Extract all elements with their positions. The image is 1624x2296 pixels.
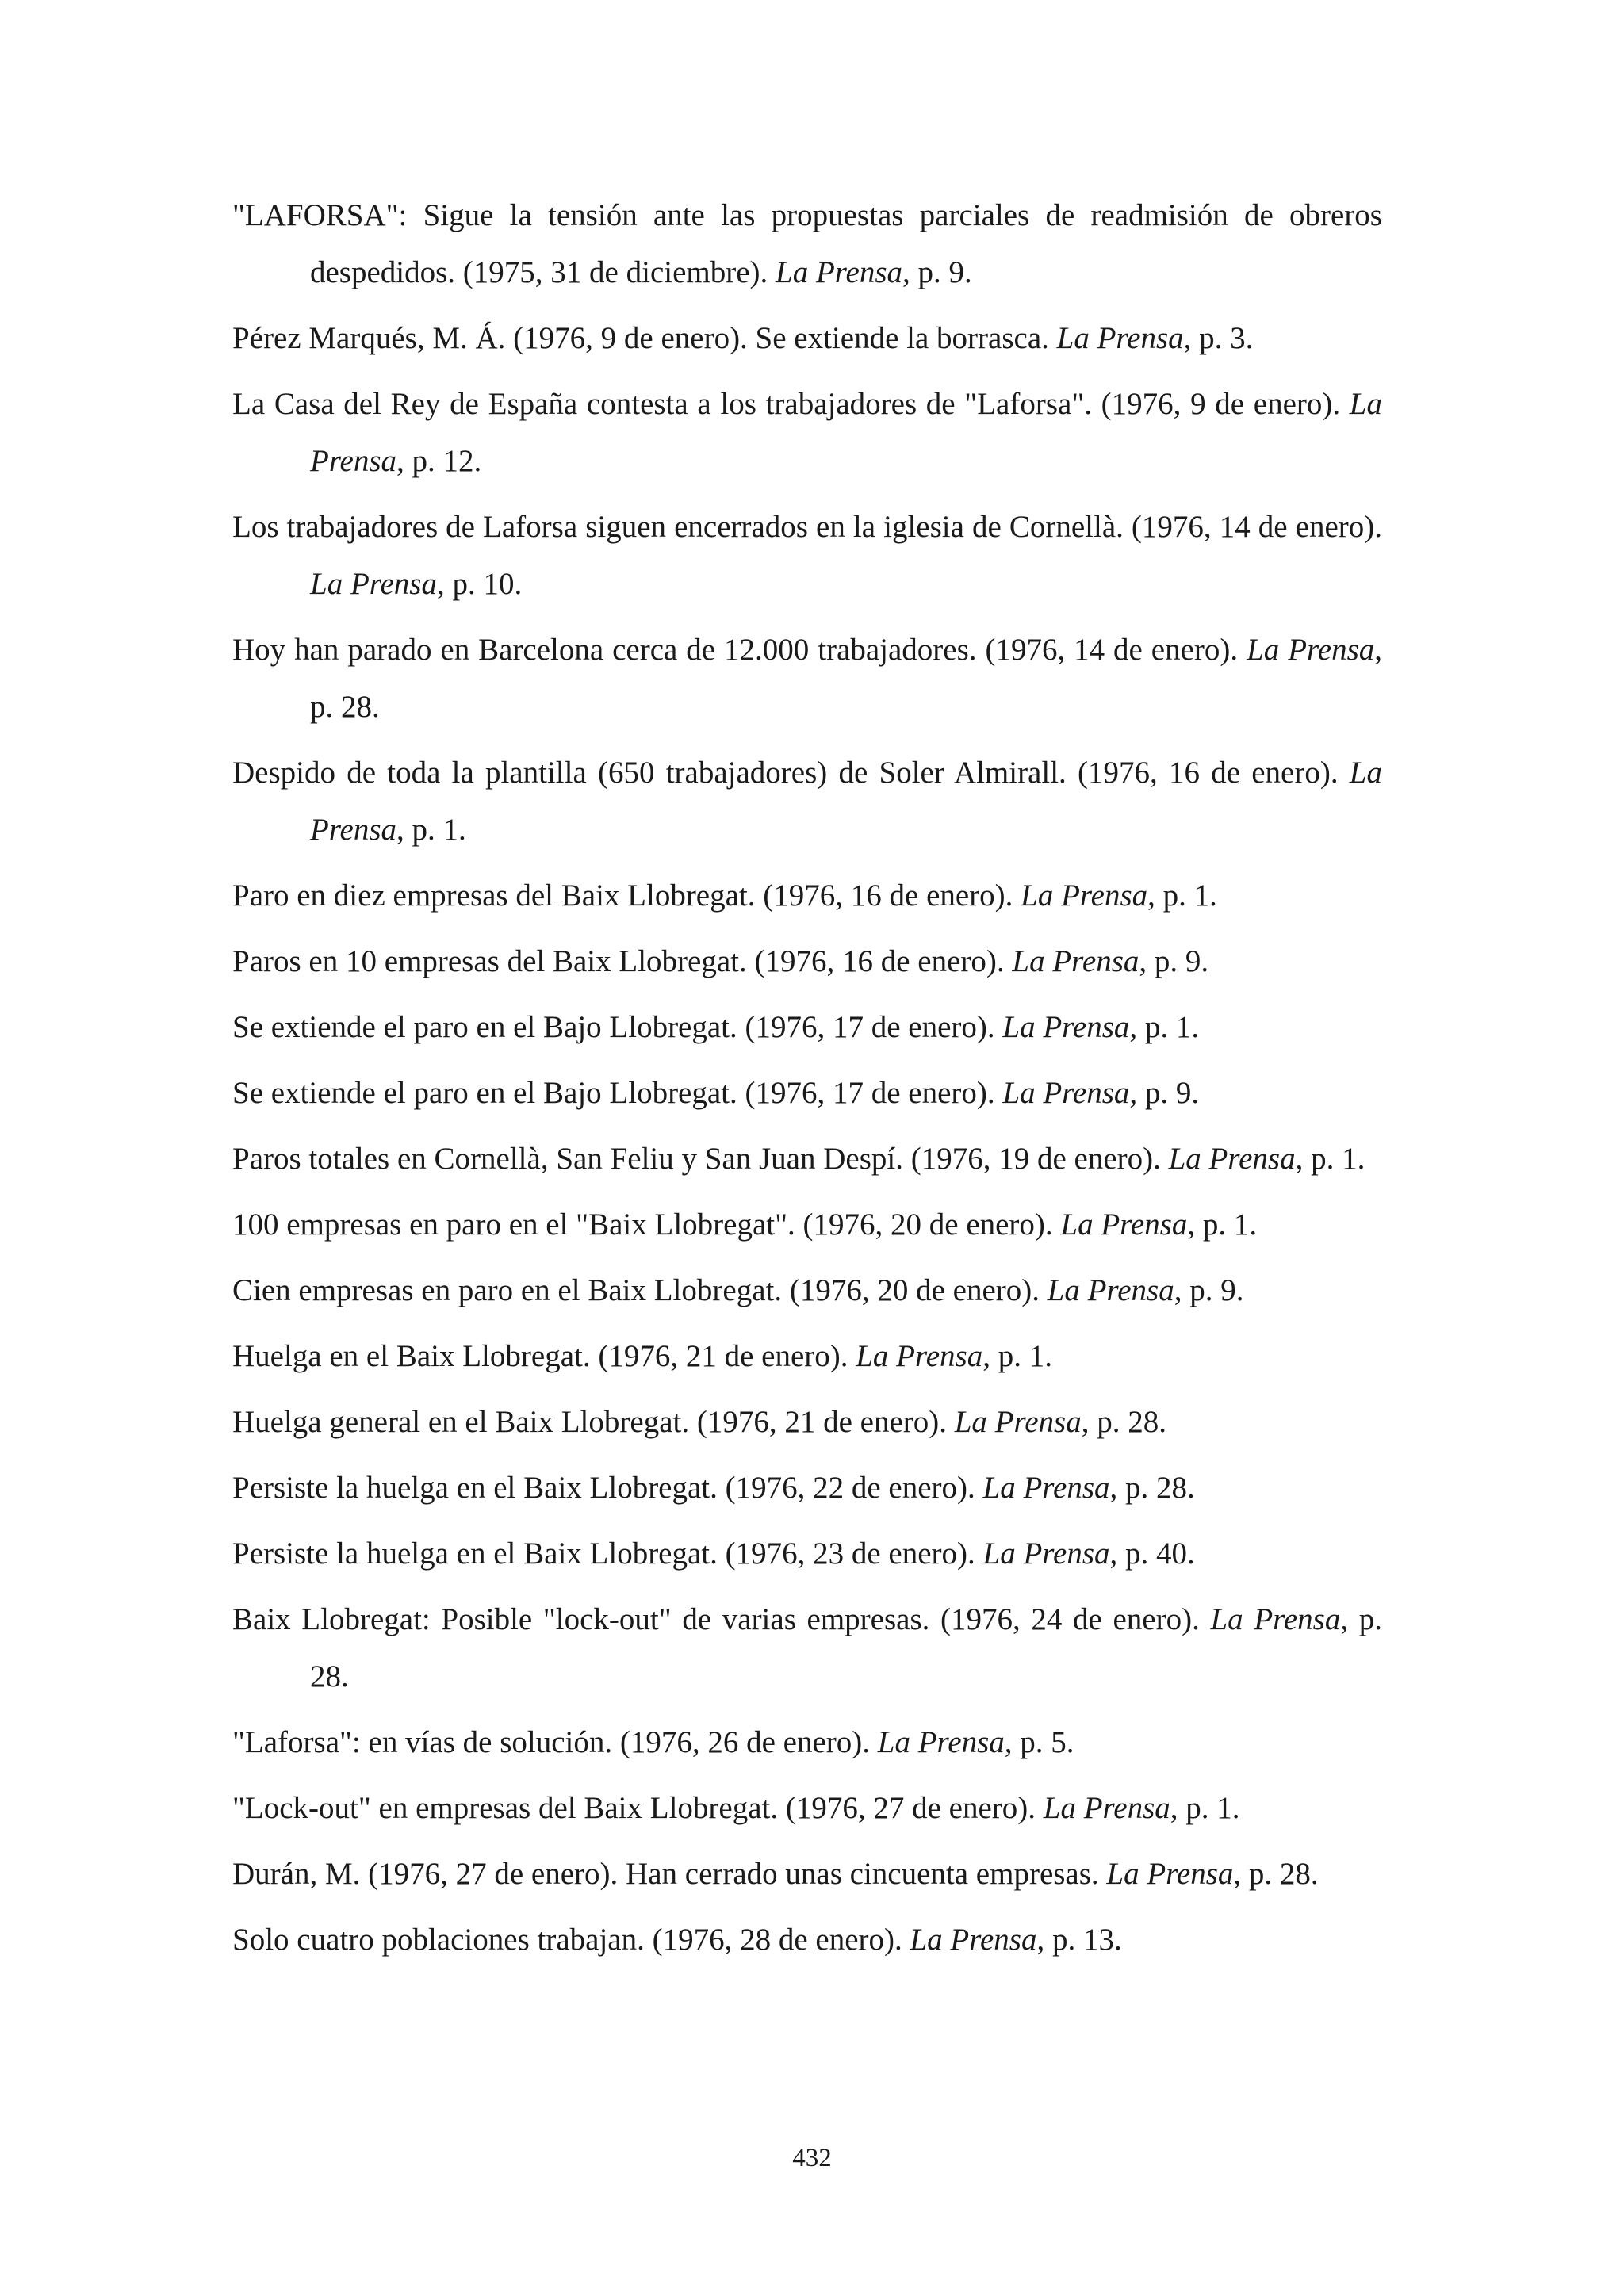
reference-page: , p. 1. bbox=[1147, 878, 1217, 913]
reference-page: , p. 28. bbox=[1109, 1471, 1195, 1505]
reference-page: , p. 9. bbox=[1139, 944, 1209, 978]
reference-source: La Prensa bbox=[1012, 944, 1139, 978]
reference-page: , p. 28. bbox=[1233, 1857, 1319, 1891]
reference-source: La Prensa bbox=[1021, 878, 1148, 913]
reference-source: La Prensa bbox=[1002, 1010, 1130, 1044]
reference-page: , p. 1. bbox=[1187, 1207, 1258, 1242]
reference-text: Durán, M. (1976, 27 de enero). Han cerrado unas cincuenta empresas. bbox=[232, 1857, 1107, 1891]
reference-source: La Prensa bbox=[982, 1471, 1110, 1505]
reference-source: La Prensa bbox=[1056, 321, 1184, 355]
reference-text: Huelga en el Baix Llobregat. (1976, 21 de enero). bbox=[232, 1339, 856, 1373]
reference-page: , p. 10. bbox=[436, 567, 523, 601]
reference-source: La Prensa bbox=[310, 387, 1382, 478]
reference-page: , p. 9. bbox=[902, 255, 972, 289]
reference-list bbox=[232, 187, 1382, 1977]
reference-entry bbox=[232, 1328, 1382, 1385]
reference-entry bbox=[232, 867, 1382, 924]
reference-text: Paros totales en Cornellà, San Feliu y San Juan Despí. (1976, 19 de enero). bbox=[232, 1142, 1169, 1176]
reference-text: Solo cuatro poblaciones trabajan. (1976, 28 de enero). bbox=[232, 1923, 910, 1957]
reference-source: La Prensa bbox=[1247, 633, 1375, 667]
reference-text: "LAFORSA": Sigue la tensión ante las propuestas parciales de readmisión de obreros despedidos. (1975, 31 de diciembre). bbox=[232, 198, 1382, 289]
reference-text: "Lock-out" en empresas del Baix Llobregat. (1976, 27 de enero). bbox=[232, 1791, 1044, 1825]
reference-source: La Prensa bbox=[954, 1405, 1082, 1439]
reference-text: Se extiende el paro en el Bajo Llobregat. (1976, 17 de enero). bbox=[232, 1010, 1003, 1044]
reference-text: Se extiende el paro en el Bajo Llobregat. (1976, 17 de enero). bbox=[232, 1076, 1003, 1110]
reference-text: Paros en 10 empresas del Baix Llobregat. (1976, 16 de enero). bbox=[232, 944, 1013, 978]
reference-entry bbox=[232, 1262, 1382, 1319]
reference-text: 100 empresas en paro en el "Baix Llobregat". (1976, 20 de enero). bbox=[232, 1207, 1061, 1242]
reference-page: , p. 9. bbox=[1174, 1273, 1244, 1307]
reference-page: , p. 28. bbox=[310, 633, 1382, 724]
reference-source: La Prensa bbox=[776, 255, 903, 289]
reference-entry bbox=[232, 187, 1382, 301]
reference-source: La Prensa bbox=[1210, 1602, 1341, 1636]
reference-page: , p. 13. bbox=[1036, 1923, 1122, 1957]
reference-text: Despido de toda la plantilla (650 trabajadores) de Soler Almirall. (1976, 16 de enero). bbox=[232, 756, 1350, 790]
reference-entry bbox=[232, 744, 1382, 859]
reference-text: "Laforsa": en vías de solución. (1976, 26 de enero). bbox=[232, 1725, 878, 1759]
reference-entry bbox=[232, 376, 1382, 490]
reference-source: La Prensa bbox=[1002, 1076, 1130, 1110]
reference-page: , p. 12. bbox=[396, 444, 482, 478]
reference-page: , p. 1. bbox=[1295, 1142, 1365, 1176]
reference-text: Paro en diez empresas del Baix Llobregat. (1976, 16 de enero). bbox=[232, 878, 1021, 913]
reference-text: La Casa del Rey de España contesta a los trabajadores de "Laforsa". (1976, 9 de enero). bbox=[232, 387, 1350, 421]
reference-entry bbox=[232, 1131, 1382, 1188]
reference-text: Baix Llobregat: Posible "lock-out" de varias empresas. (1976, 24 de enero). bbox=[232, 1602, 1211, 1636]
reference-page: , p. 1. bbox=[396, 813, 466, 847]
reference-source: La Prensa bbox=[856, 1339, 983, 1373]
reference-entry bbox=[232, 499, 1382, 613]
reference-text: Persiste la huelga en el Baix Llobregat. (1976, 23 de enero). bbox=[232, 1536, 983, 1571]
reference-source: La Prensa bbox=[910, 1923, 1037, 1957]
reference-entry bbox=[232, 1714, 1382, 1771]
reference-source: La Prensa bbox=[310, 756, 1382, 847]
reference-entry bbox=[232, 1591, 1382, 1705]
reference-text: Huelga general en el Baix Llobregat. (1976, 21 de enero). bbox=[232, 1405, 955, 1439]
reference-entry bbox=[232, 1846, 1382, 1903]
reference-entry bbox=[232, 1911, 1382, 1969]
reference-text: Pérez Marqués, M. Á. (1976, 9 de enero). Se extiende la borrasca. bbox=[232, 321, 1057, 355]
reference-source: La Prensa bbox=[1043, 1791, 1170, 1825]
reference-source: La Prensa bbox=[1168, 1142, 1296, 1176]
reference-page: , p. 40. bbox=[1109, 1536, 1195, 1571]
reference-source: La Prensa bbox=[1047, 1273, 1174, 1307]
reference-entry bbox=[232, 999, 1382, 1056]
page-number: 432 bbox=[792, 2144, 832, 2172]
reference-text: Cien empresas en paro en el Baix Llobregat. (1976, 20 de enero). bbox=[232, 1273, 1048, 1307]
reference-page: , p. 3. bbox=[1183, 321, 1254, 355]
reference-page: , p. 28. bbox=[310, 1602, 1382, 1693]
reference-entry bbox=[232, 933, 1382, 990]
reference-entry bbox=[232, 1196, 1382, 1253]
reference-page: , p. 28. bbox=[1081, 1405, 1166, 1439]
reference-entry bbox=[232, 310, 1382, 367]
reference-entry bbox=[232, 1525, 1382, 1582]
reference-entry bbox=[232, 1065, 1382, 1122]
reference-page: , p. 1. bbox=[1129, 1010, 1200, 1044]
reference-source: La Prensa bbox=[877, 1725, 1005, 1759]
reference-page: , p. 9. bbox=[1129, 1076, 1200, 1110]
reference-source: La Prensa bbox=[310, 567, 437, 601]
reference-page: , p. 1. bbox=[982, 1339, 1052, 1373]
reference-page: , p. 1. bbox=[1170, 1791, 1240, 1825]
reference-text: Los trabajadores de Laforsa siguen encerrados en la iglesia de Cornellà. (1976, 14 de enero). bbox=[232, 510, 1382, 544]
reference-entry bbox=[232, 622, 1382, 736]
reference-text: Hoy han parado en Barcelona cerca de 12.000 trabajadores. (1976, 14 de enero). bbox=[232, 633, 1247, 667]
reference-entry bbox=[232, 1780, 1382, 1837]
reference-source: La Prensa bbox=[1060, 1207, 1188, 1242]
reference-source: La Prensa bbox=[982, 1536, 1110, 1571]
reference-page: , p. 5. bbox=[1004, 1725, 1074, 1759]
reference-entry bbox=[232, 1460, 1382, 1517]
reference-source: La Prensa bbox=[1106, 1857, 1234, 1891]
reference-entry bbox=[232, 1394, 1382, 1451]
reference-text: Persiste la huelga en el Baix Llobregat. (1976, 22 de enero). bbox=[232, 1471, 983, 1505]
